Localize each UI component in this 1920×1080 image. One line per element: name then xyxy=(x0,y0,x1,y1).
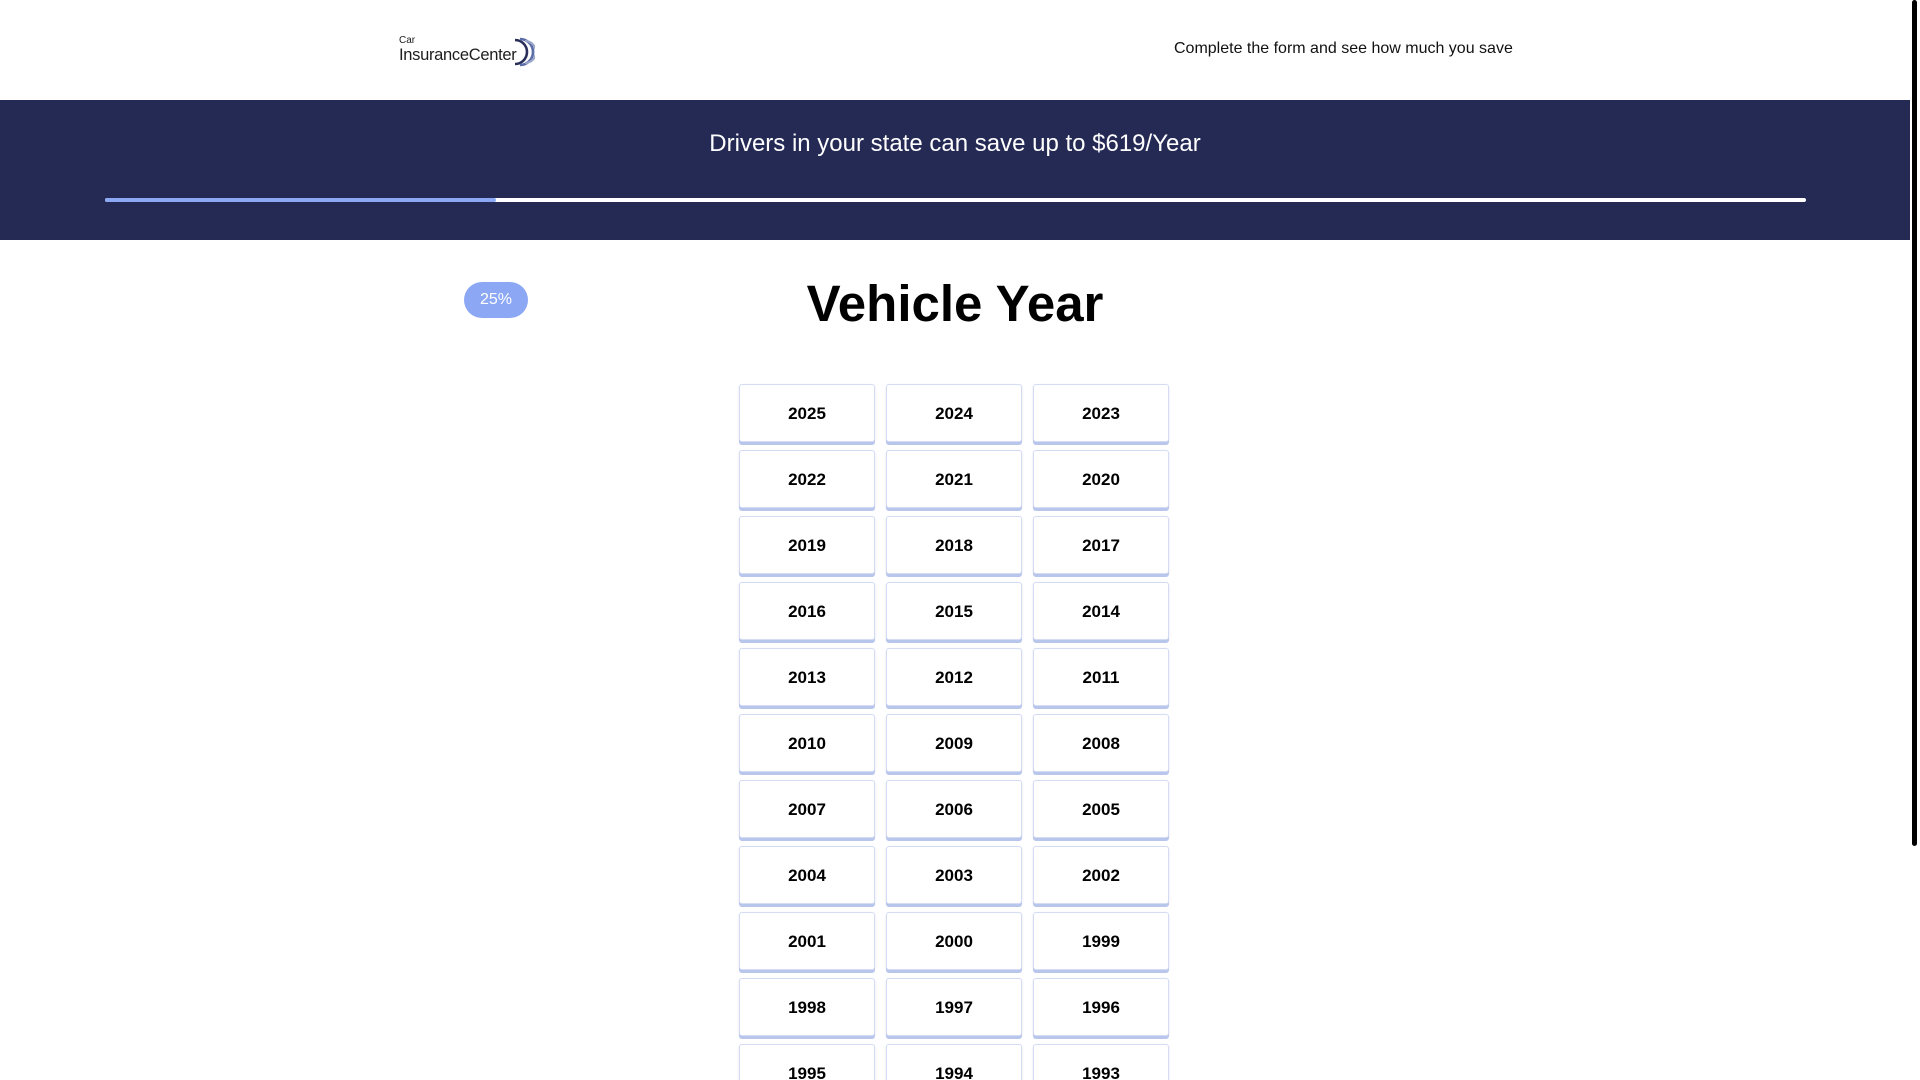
year-button-2020[interactable]: 2020 xyxy=(1033,450,1169,508)
year-button-1998[interactable]: 1998 xyxy=(739,978,875,1036)
year-button-2013[interactable]: 2013 xyxy=(739,648,875,706)
year-button-2024[interactable]: 2024 xyxy=(886,384,1022,442)
savings-text: Drivers in your state can save up to $619/Year xyxy=(709,130,1201,157)
year-button-2012[interactable]: 2012 xyxy=(886,648,1022,706)
year-button-2018[interactable]: 2018 xyxy=(886,516,1022,574)
year-button-1995[interactable]: 1995 xyxy=(739,1044,875,1080)
year-button-2007[interactable]: 2007 xyxy=(739,780,875,838)
year-button-2001[interactable]: 2001 xyxy=(739,912,875,970)
year-button-2022[interactable]: 2022 xyxy=(739,450,875,508)
year-button-2002[interactable]: 2002 xyxy=(1033,846,1169,904)
year-button-2008[interactable]: 2008 xyxy=(1033,714,1169,772)
year-button-2017[interactable]: 2017 xyxy=(1033,516,1169,574)
year-button-2019[interactable]: 2019 xyxy=(739,516,875,574)
year-button-2003[interactable]: 2003 xyxy=(886,846,1022,904)
year-button-2016[interactable]: 2016 xyxy=(739,582,875,640)
year-button-1999[interactable]: 1999 xyxy=(1033,912,1169,970)
page-title: Vehicle Year xyxy=(806,275,1104,332)
progress-badge: 25% xyxy=(464,282,528,318)
year-button-2006[interactable]: 2006 xyxy=(886,780,1022,838)
year-button-1994[interactable]: 1994 xyxy=(886,1044,1022,1080)
logo-small-text: Car xyxy=(399,35,416,46)
year-button-2014[interactable]: 2014 xyxy=(1033,582,1169,640)
header xyxy=(0,0,1910,100)
year-button-2015[interactable]: 2015 xyxy=(886,582,1022,640)
logo-big-text: InsuranceCenter xyxy=(399,46,517,64)
year-button-2023[interactable]: 2023 xyxy=(1033,384,1169,442)
year-button-1997[interactable]: 1997 xyxy=(886,978,1022,1036)
year-button-2004[interactable]: 2004 xyxy=(739,846,875,904)
year-button-1993[interactable]: 1993 xyxy=(1033,1044,1169,1080)
year-button-2009[interactable]: 2009 xyxy=(886,714,1022,772)
scrollbar[interactable] xyxy=(1910,0,1920,1080)
logo-arcs-icon xyxy=(509,37,535,67)
year-button-2005[interactable]: 2005 xyxy=(1033,780,1169,838)
progress-fill xyxy=(105,198,496,202)
tagline: Complete the form and see how much you save xyxy=(1174,40,1513,57)
year-button-2010[interactable]: 2010 xyxy=(739,714,875,772)
year-button-2021[interactable]: 2021 xyxy=(886,450,1022,508)
scrollbar-thumb[interactable] xyxy=(1912,0,1917,846)
year-button-2000[interactable]: 2000 xyxy=(886,912,1022,970)
year-button-2011[interactable]: 2011 xyxy=(1033,648,1169,706)
year-button-2025[interactable]: 2025 xyxy=(739,384,875,442)
logo[interactable] xyxy=(399,33,535,69)
year-grid xyxy=(739,384,1171,1080)
year-button-1996[interactable]: 1996 xyxy=(1033,978,1169,1036)
